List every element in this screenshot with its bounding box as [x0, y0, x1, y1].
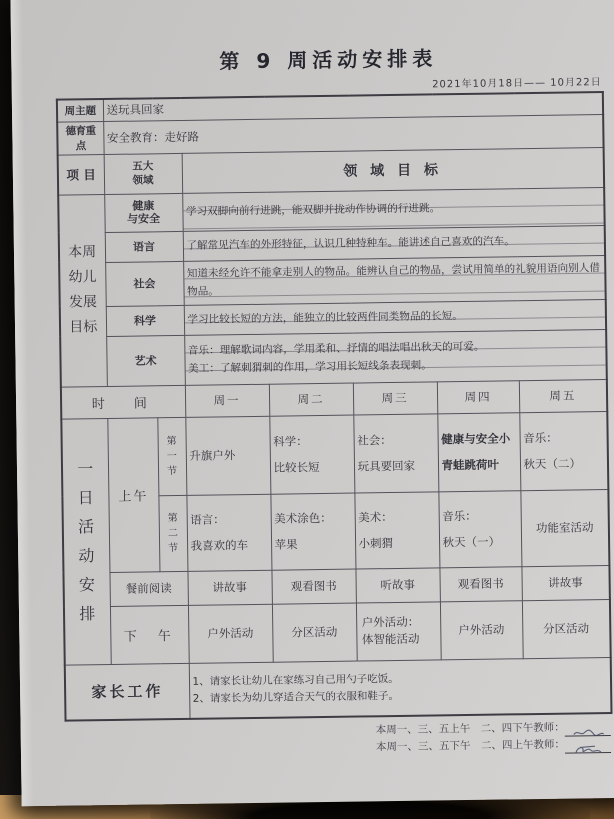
day-header-wed: 周三 [353, 381, 437, 414]
week-theme-value: 送玩具回家 [103, 92, 603, 121]
domain-social: 社会 [105, 261, 184, 306]
afternoon-row [64, 599, 611, 665]
pre-meal-fri: 讲故事 [521, 565, 609, 600]
afternoon-label: 下 午 [110, 605, 189, 664]
week-theme-label: 周主题 [57, 99, 103, 122]
date-range: 2021年10月18日—— 10月22日 [432, 77, 602, 91]
period2-tue: 美术涂色： 苹果 [270, 493, 355, 570]
domain-science: 科学 [106, 305, 184, 336]
teacher-line-1-text: 本周一、三、五上午 二、四下午教师： [375, 721, 565, 737]
page-title: 第 9 周活动安排表 [219, 46, 438, 74]
goal-health: 学习双脚向前行进跳，能双脚并拢动作协调的行进跳。 [182, 187, 605, 231]
pre-meal-thu: 观看图书 [439, 566, 521, 601]
period1-fri: 音乐： 秋天（二） [519, 411, 608, 490]
day-header-thu: 周四 [437, 380, 519, 413]
period2-thu: 音乐： 秋天（一） [438, 490, 521, 567]
goal-row-social [59, 255, 606, 307]
parent-work-label: 家长工作 [65, 663, 190, 721]
weekly-schedule-document [10, 0, 614, 761]
paper-sheet [10, 0, 614, 806]
parent-work-items: 1、请家长让幼儿在家练习自己用勺子吃饭。 2、请家长为幼儿穿适合天气的衣服和鞋子。 [189, 657, 612, 719]
time-header: 时 间 [61, 385, 185, 419]
goal-art: 音乐：理解歌词内容，学用柔和、抒情的唱法唱出秋天的可爱。 美工：了解刺猬刺的作用，学习用长短线条表现刺。 [184, 329, 607, 385]
domain-language: 语言 [105, 231, 183, 262]
period1-mon: 升旗户外 [185, 416, 270, 495]
pre-meal-wed: 听故事 [355, 567, 439, 602]
teacher-signature-1 [565, 722, 611, 737]
item-header: 项 目 [58, 154, 105, 195]
dev-goals-section-label: 本周 幼儿 发展 目标 [58, 194, 107, 387]
period2-wed: 美术： 小刺猬 [354, 491, 439, 568]
domain-art: 艺术 [106, 335, 185, 386]
moral-focus-value: 安全教育：走好路 [103, 114, 603, 154]
daily-activity-section-label: 一 日 活 动 安 排 [61, 418, 110, 665]
goal-science: 学习比较长短的方法，能独立的比较两件同类物品的长短。 [184, 299, 606, 335]
period1-label: 第 一 节 [157, 417, 186, 495]
teacher-assignment-footer [65, 719, 611, 761]
pre-meal-label: 餐前阅读 [109, 571, 187, 606]
goal-language: 了解常见汽车的外形特征，认识几种特种车。能讲述自己喜欢的汽车。 [183, 225, 605, 261]
afternoon-mon: 户外活动 [188, 604, 273, 663]
goal-row-art [60, 329, 607, 387]
period2-label: 第 二 节 [158, 495, 187, 571]
teacher-signature-2 [565, 739, 611, 754]
afternoon-fri: 分区活动 [522, 599, 611, 658]
period2-mon: 语言： 我喜欢的车 [186, 494, 271, 571]
period1-row [61, 411, 608, 497]
day-header-mon: 周一 [185, 384, 269, 417]
day-header-tue: 周二 [269, 383, 353, 416]
afternoon-wed: 户外活动： 体智能活动 [356, 601, 441, 660]
afternoon-tue: 分区活动 [272, 603, 357, 662]
pre-meal-mon: 讲故事 [187, 570, 271, 605]
pre-meal-tue: 观看图书 [271, 569, 355, 604]
moral-focus-label: 德育重点 [57, 121, 103, 155]
parent-work-row [65, 657, 612, 721]
morning-label: 上午 [107, 417, 159, 572]
goal-social: 知道未经允许不能拿走别人的物品。能辨认自己的物品，尝试用简单的礼貌用语向别人借 物品。 [183, 255, 606, 305]
day-header-fri: 周五 [519, 379, 607, 412]
five-domains-header: 五大 领域 [104, 153, 183, 194]
period1-wed: 社会： 玩具要回家 [353, 413, 438, 492]
teacher-line-2-text: 本周一、三、五下午 二、四上午教师： [375, 738, 566, 754]
period1-tue: 科学： 比较长短 [269, 415, 354, 494]
afternoon-thu: 户外活动 [440, 600, 523, 659]
schedule-table [56, 91, 613, 722]
period2-fri: 功能室活动 [520, 489, 609, 566]
domain-health: 健康 与安全 [104, 193, 183, 232]
domain-goal-header: 领 域 目 标 [182, 147, 605, 193]
period1-thu: 健康与安全小 青蛙跳荷叶 [437, 412, 520, 491]
